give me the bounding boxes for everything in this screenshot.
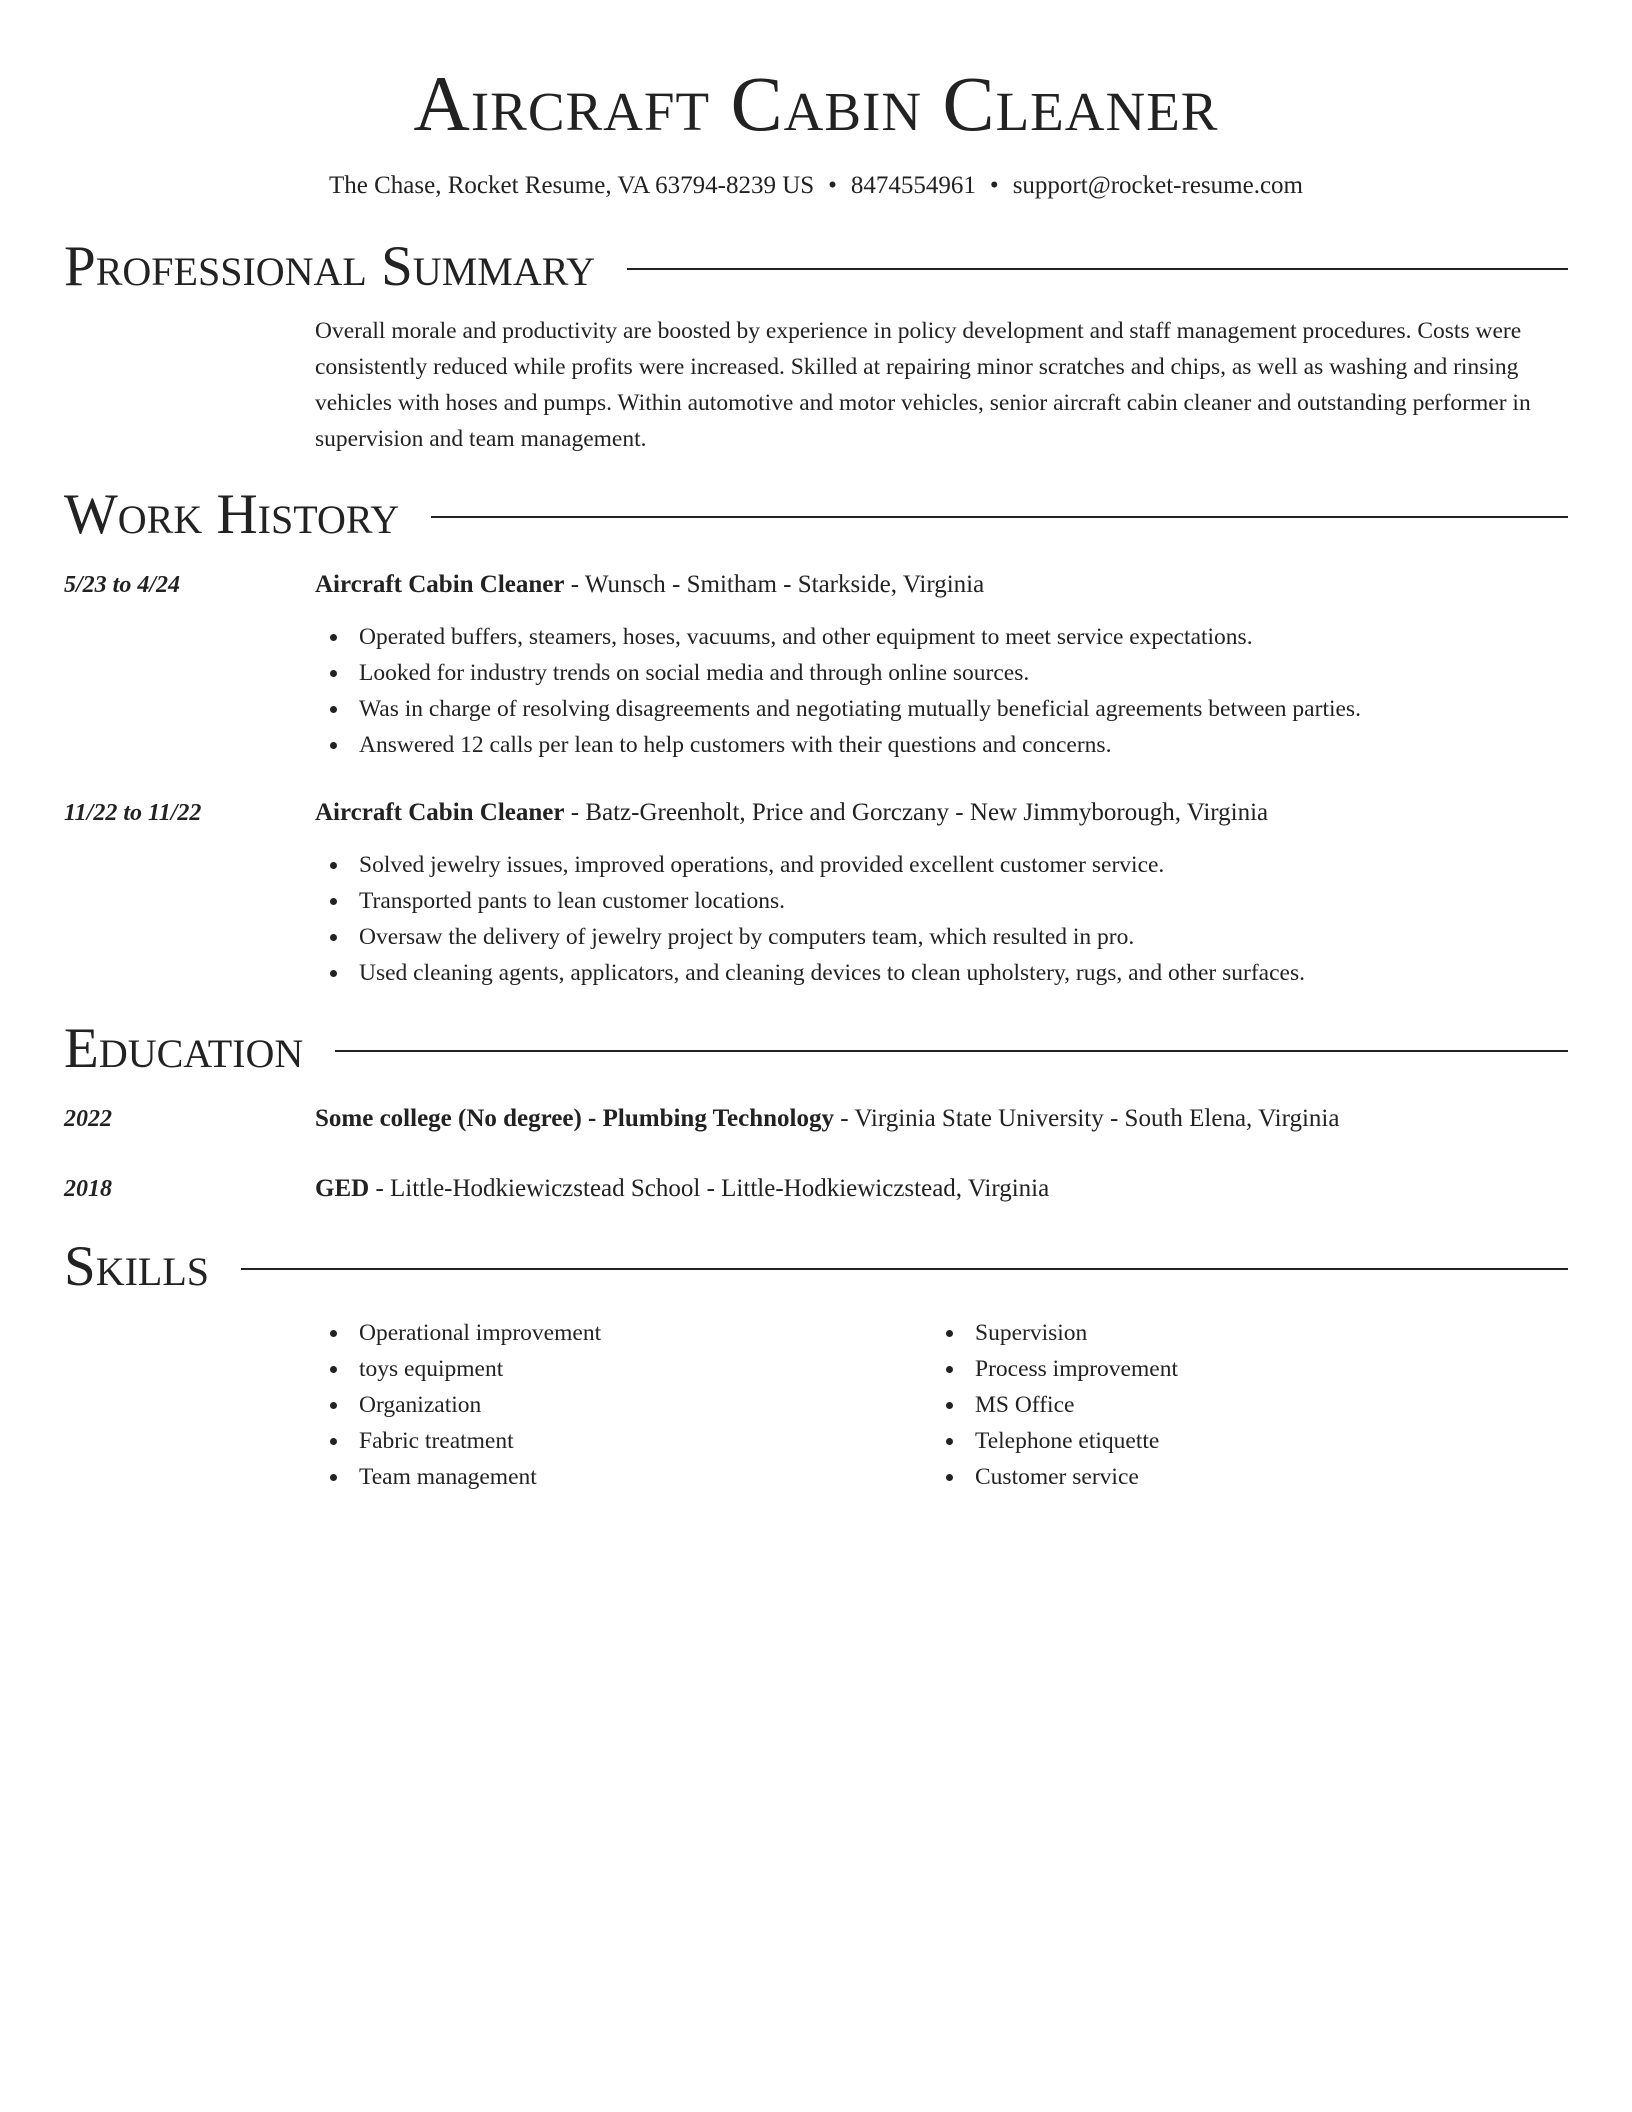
contact-address: The Chase, Rocket Resume, VA 63794-8239 US: [329, 172, 815, 199]
job-bullet: Transported pants to lean customer locations.: [315, 883, 1568, 919]
skill-item: Fabric treatment: [315, 1423, 931, 1459]
section-divider: [431, 516, 1568, 518]
skill-item: Process improvement: [931, 1351, 1547, 1387]
job-bullet: Oversaw the delivery of jewelry project by computers team, which resulted in pro.: [315, 919, 1568, 955]
education-school: - Virginia State University - South Elena, Virginia: [833, 1105, 1340, 1132]
skills-section-header: [64, 1235, 1568, 1299]
skills-list: [315, 1315, 1568, 1495]
education-section-header: [64, 1017, 1568, 1081]
job-bullet: Operated buffers, steamers, hoses, vacuums, and other equipment to meet service expectations.: [315, 619, 1568, 655]
job-header: [315, 795, 1568, 831]
education-year: 2022: [64, 1106, 112, 1132]
skill-item: Supervision: [931, 1315, 1547, 1351]
section-divider: [241, 1268, 1568, 1270]
skills-heading: Skills: [64, 1235, 210, 1298]
education-details: [315, 1101, 1568, 1137]
job-details: [315, 795, 1568, 991]
job-entry: [64, 795, 1568, 991]
education-school: - Little-Hodkiewiczstead School - Little-Hodkiewiczstead, Virginia: [369, 1175, 1050, 1202]
skills-column-right: [931, 1315, 1547, 1495]
summary-section-header: [64, 235, 1568, 299]
work-heading: Work History: [64, 483, 400, 546]
job-bullet: Looked for industry trends on social media and through online sources.: [315, 655, 1568, 691]
job-bullets: [315, 619, 1568, 763]
job-title: Aircraft Cabin Cleaner: [315, 571, 565, 598]
summary-heading: Professional Summary: [64, 235, 596, 298]
education-heading: Education: [64, 1017, 304, 1080]
job-bullets: [315, 847, 1568, 991]
education-entry: [64, 1171, 1568, 1207]
job-header: [315, 567, 1568, 603]
skill-item: Telephone etiquette: [931, 1423, 1547, 1459]
job-bullet: Was in charge of resolving disagreements and negotiating mutually beneficial agreements between parties.: [315, 691, 1568, 727]
skill-item: Organization: [315, 1387, 931, 1423]
section-divider: [627, 268, 1568, 270]
education-degree: GED: [315, 1175, 370, 1202]
job-bullet: Solved jewelry issues, improved operations, and provided excellent customer service.: [315, 847, 1568, 883]
education-degree: Some college (No degree) - Plumbing Technology: [315, 1105, 834, 1132]
skill-item: Operational improvement: [315, 1315, 931, 1351]
resume-name: Aircraft Cabin Cleaner: [413, 60, 1219, 147]
skill-item: MS Office: [931, 1387, 1547, 1423]
job-employer: - Batz-Greenholt, Price and Gorczany - New Jimmyborough, Virginia: [564, 799, 1269, 826]
work-section-header: [64, 483, 1568, 547]
job-bullet: Used cleaning agents, applicators, and cleaning devices to clean upholstery, rugs, and other surfaces.: [315, 955, 1568, 991]
job-dates: 11/22 to 11/22: [64, 800, 202, 826]
contact-separator: •: [828, 172, 837, 199]
education-details: [315, 1171, 1568, 1207]
contact-phone: 8474554961: [850, 172, 976, 199]
education-entry: [64, 1101, 1568, 1137]
job-title: Aircraft Cabin Cleaner: [315, 799, 565, 826]
job-entry: [64, 567, 1568, 763]
job-bullet: Answered 12 calls per lean to help customers with their questions and concerns.: [315, 727, 1568, 763]
skill-item: Team management: [315, 1459, 931, 1495]
skill-item: Customer service: [931, 1459, 1547, 1495]
job-employer: - Wunsch - Smitham - Starkside, Virginia: [564, 571, 985, 598]
job-dates: 5/23 to 4/24: [64, 572, 181, 598]
skill-item: toys equipment: [315, 1351, 931, 1387]
contact-line: [64, 169, 1568, 203]
education-year: 2018: [64, 1176, 112, 1202]
resume-page: [64, 0, 1568, 1495]
job-details: [315, 567, 1568, 763]
contact-separator: •: [989, 172, 999, 199]
contact-email: support@rocket-resume.com: [1012, 172, 1303, 199]
summary-text: Overall morale and productivity are boosted by experience in policy development and staff management procedures. Costs were consistently reduced while profits were increased. Skilled at repairing minor scratches and chips, as well as washing and rinsing vehicles with hoses and pumps. Within automotive and motor vehicles, senior aircraft cabin cleaner and outstanding performer in supervision and team management.: [315, 318, 1531, 452]
skills-column-left: [315, 1315, 931, 1495]
section-divider: [335, 1050, 1568, 1052]
